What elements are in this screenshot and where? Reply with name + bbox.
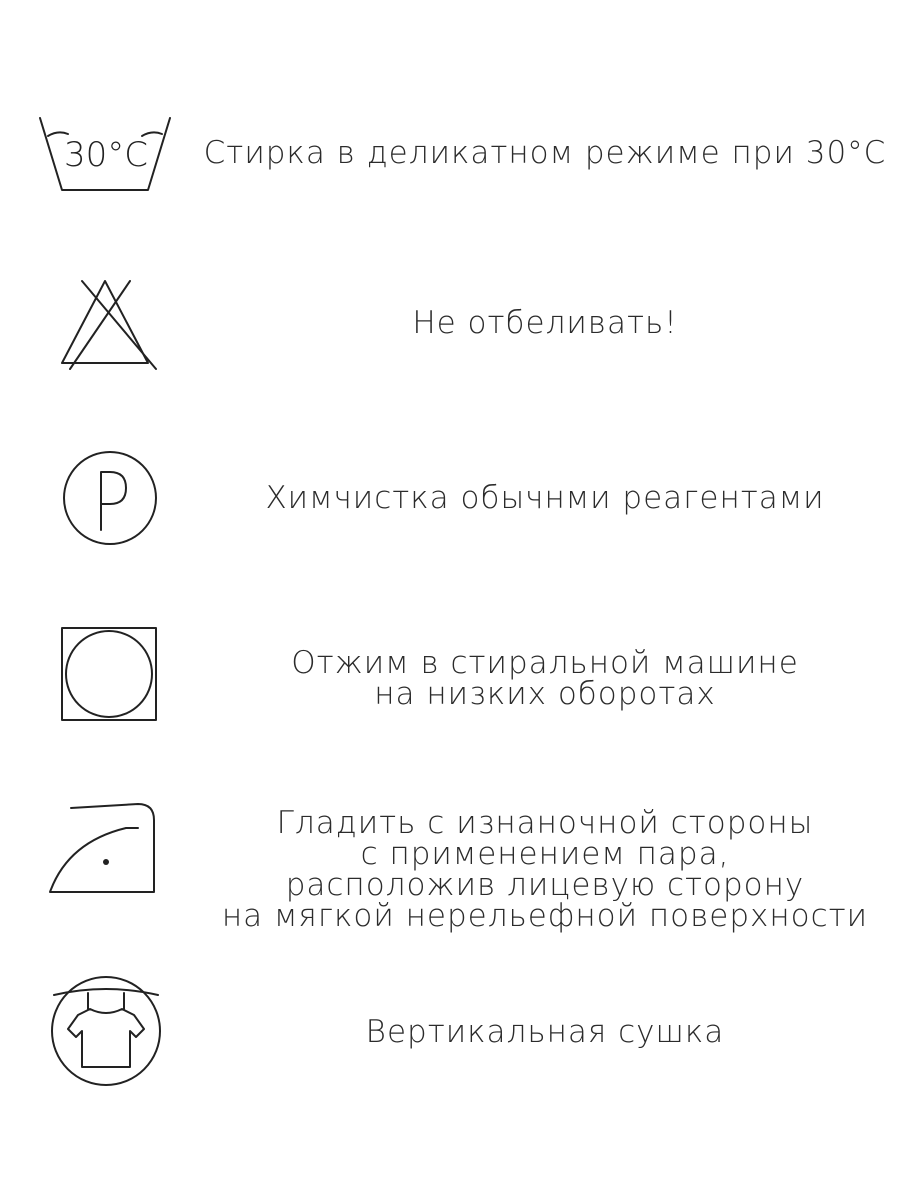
care-text-line: Не отбеливать! (412, 305, 678, 341)
do-not-bleach-icon (30, 275, 180, 375)
dry-clean-p-icon (30, 452, 180, 552)
care-text-line: Стирка в деликатном режиме при 30°C (203, 135, 887, 171)
care-item-spin (0, 620, 900, 740)
care-text-line: расположив лицевую сторону (285, 867, 805, 903)
care-item-label (200, 645, 890, 712)
care-item-wash (0, 100, 900, 210)
care-item-dry (0, 975, 900, 1095)
line-dry-icon (30, 975, 180, 1085)
tumble-dry-icon (30, 626, 180, 726)
care-item-label (200, 480, 890, 516)
care-item-iron (0, 800, 900, 940)
care-text-line: на мягкой нерельефной поверхности (221, 898, 869, 934)
iron-low-icon (30, 800, 180, 900)
care-text-line: Химчистка обычнми реагентами (265, 480, 825, 516)
care-item-label (200, 135, 890, 171)
care-text-line: Отжим в стиральной машине (291, 645, 799, 681)
care-item-dryclean (0, 450, 900, 560)
care-text-line: Вертикальная сушка (365, 1014, 725, 1050)
care-item-label (200, 805, 890, 934)
care-text-line: с применением пара, (360, 836, 730, 872)
care-item-label (200, 305, 890, 341)
wash-temperature-label: 30°C (63, 135, 149, 175)
care-text-line: Гладить с изнаночной стороны (276, 805, 814, 841)
wash-30-icon (30, 112, 180, 202)
care-item-label (200, 1014, 890, 1050)
care-text-line: на низких оборотах (374, 676, 716, 712)
care-item-bleach (0, 270, 900, 380)
